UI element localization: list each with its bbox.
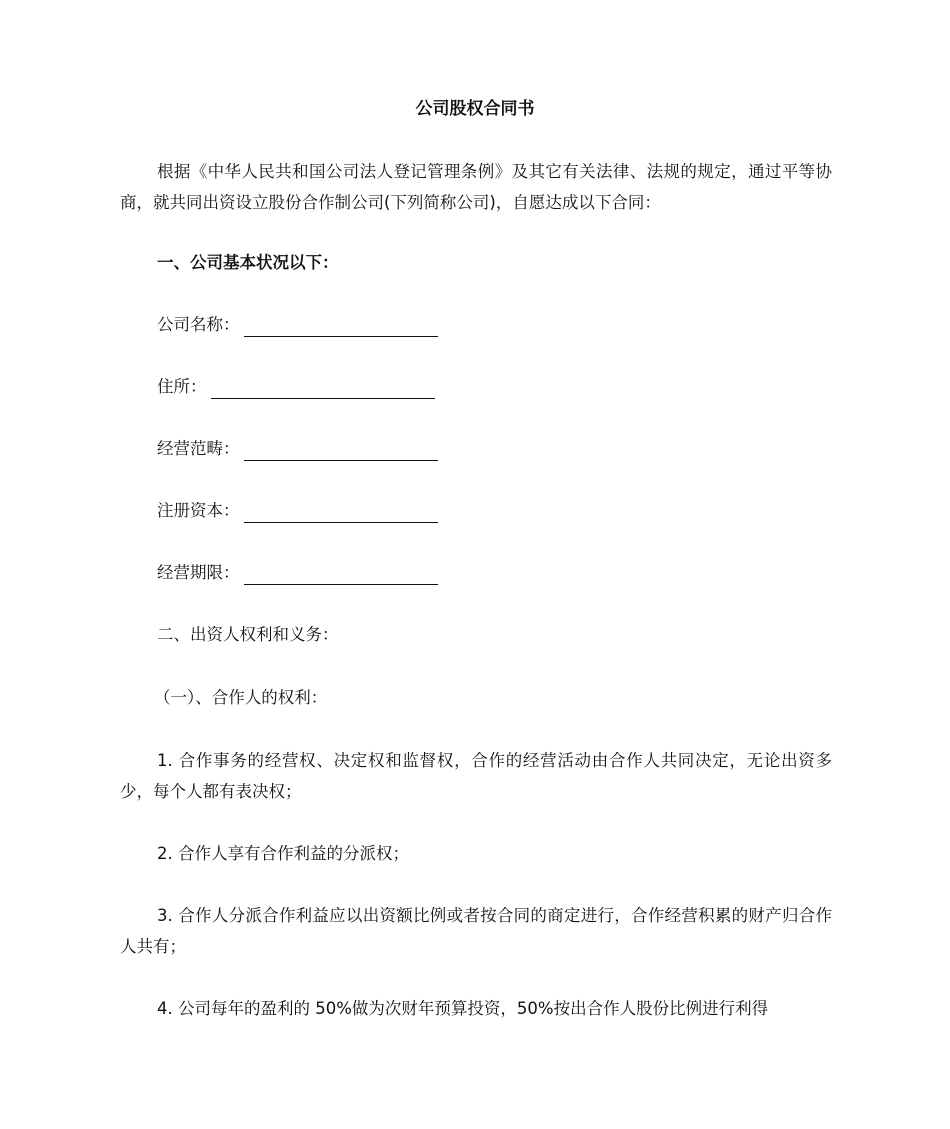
field-label: 公司名称： (157, 315, 240, 334)
fill-in-blank (244, 502, 438, 523)
fill-in-blank (244, 440, 438, 461)
section-heading-rights-obligations: 二、出资人权利和义务： (157, 625, 339, 644)
fill-in-blank (244, 564, 438, 585)
intro-paragraph: 根据《中华人民共和国公司法人登记管理条例》及其它有关法律、法规的规定，通过平等协商，就共同出资设立股份合作制公司(下列简称公司)，自愿达成以下合同： (120, 162, 832, 212)
list-item: 3. 合作人分派合作利益应以出资额比例或者按合同的商定进行，合作经营积累的财产归合作人共有； (120, 906, 832, 956)
section-heading-company-info: 一、公司基本状况以下： (157, 253, 339, 272)
list-item: 1. 合作事务的经营权、决定权和监督权，合作的经营活动由合作人共同决定，无论出资多少，每个人都有表决权； (120, 751, 832, 801)
field-label: 经营范畴： (157, 439, 240, 458)
field-business-scope (157, 437, 438, 461)
field-address (157, 375, 435, 399)
fill-in-blank (211, 378, 435, 399)
list-item: 2. 合作人享有合作利益的分派权； (157, 844, 409, 863)
field-registered-capital (157, 499, 438, 523)
document-title: 公司股权合同书 (415, 99, 535, 119)
field-label: 经营期限： (157, 563, 240, 582)
field-label: 注册资本： (157, 501, 240, 520)
list-item: 4. 公司每年的盈利的 50%做为次财年预算投资，50%按出合作人股份比例进行利得 (157, 999, 769, 1018)
field-operating-period (157, 561, 438, 585)
field-label: 住所： (157, 377, 207, 396)
field-company-name (157, 313, 438, 337)
fill-in-blank (244, 316, 438, 337)
subsection-heading-partner-rights: （一）、合作人的权利： (154, 688, 328, 707)
